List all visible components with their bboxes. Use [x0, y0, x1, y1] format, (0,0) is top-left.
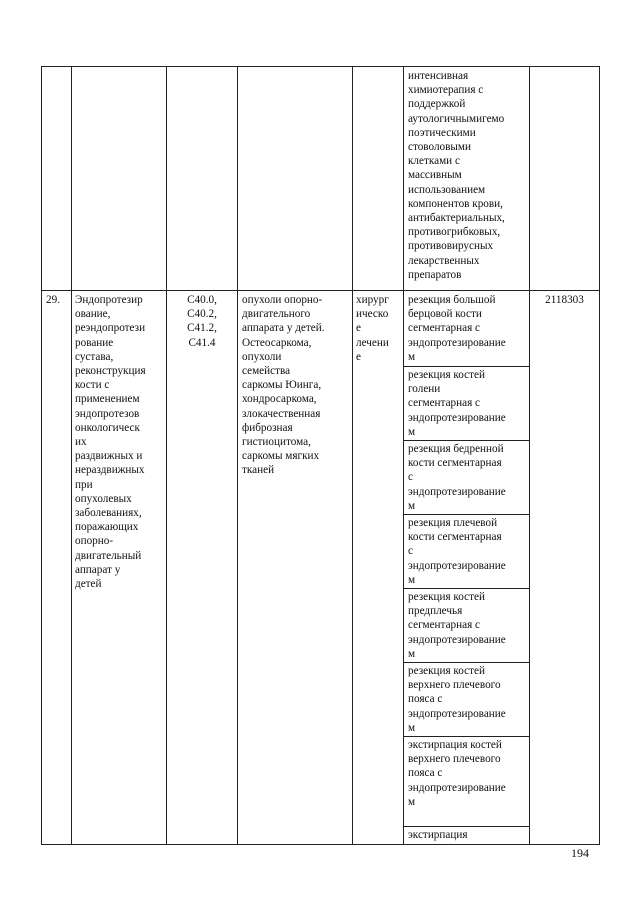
- patient-model: опухоли опорно- двигательного аппарата у детей. Остеосаркома, опухоли семейства саркомы Юинга, хондросаркома, злокачественная фиброзная гистиоцитома, саркомы мягких тканей: [242, 294, 325, 477]
- method-separator: [403, 662, 529, 663]
- column-line: [529, 66, 530, 845]
- method-item: экстирпация костей верхнего плечевого пояса с эндопротезирование м: [408, 739, 506, 808]
- table-border-top: [41, 66, 600, 67]
- method-item: экстирпация: [408, 829, 468, 841]
- method-item: резекция костей голени сегментарная с эндопротезирование м: [408, 369, 506, 438]
- method-item: резекция костей предплечья сегментарная с эндопротезирование м: [408, 591, 506, 660]
- column-line: [403, 66, 404, 845]
- method-separator: [403, 514, 529, 515]
- table-border-right: [599, 66, 600, 845]
- continuation-treatment-text: интенсивная химиотерапия с поддержкой аутологичнымигемо поэтическими стоволовыми клетками с массивным использованием компонентов крови, антибактериальных, противогрибковых, противовирусных лекарственных препаратов: [408, 70, 505, 281]
- column-line: [71, 66, 72, 845]
- method-item: резекция бедренной кости сегментарная с эндопротезирование м: [408, 443, 506, 512]
- table-border-bottom: [41, 844, 600, 845]
- table-border-left: [41, 66, 42, 845]
- method-item: резекция плечевой кости сегментарная с эндопротезирование м: [408, 517, 506, 586]
- column-line: [166, 66, 167, 845]
- treatment-type: хирург ическо е лечени е: [356, 294, 389, 363]
- row-separator: [41, 290, 600, 291]
- financial-norm: 2118303: [545, 294, 584, 306]
- method-separator: [403, 736, 529, 737]
- procedure-name: Эндопротезир ование, реэндопротези рование сустава, реконструкция кости с применением эндопротезов онкологическ их раздвижных и нераздвижных при опухолевых заболеваниях, поражающих опорно- двигательный аппарат у детей: [75, 294, 146, 591]
- method-separator: [403, 440, 529, 441]
- page-number: 194: [571, 846, 589, 860]
- method-separator: [403, 588, 529, 589]
- method-item: резекция костей верхнего плечевого пояса с эндопротезирование м: [408, 665, 506, 734]
- row-number: 29.: [46, 294, 60, 306]
- method-item: резекция большой берцовой кости сегментарная с эндопротезирование м: [408, 294, 506, 363]
- method-separator: [403, 366, 529, 367]
- column-line: [352, 66, 353, 845]
- method-separator: [403, 826, 529, 827]
- column-line: [237, 66, 238, 845]
- icd-codes: C40.0, C40.2, C41.2, C41.4: [187, 294, 217, 349]
